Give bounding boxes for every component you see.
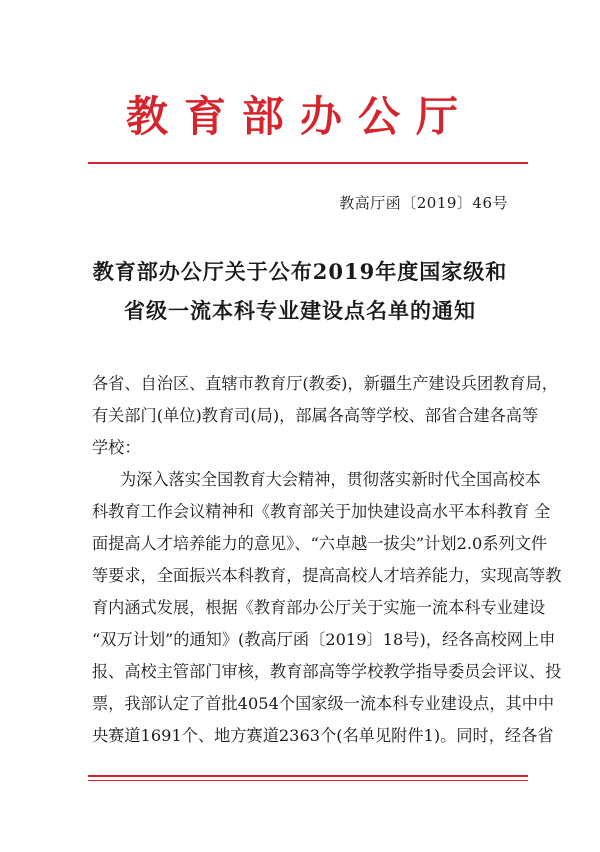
body-line-1: 为深入落实全国教育大会精神，贯彻落实新时代全国高校本 [120,470,541,489]
document-title-line-1: 教育部办公厅关于公布2019年度国家级和 [92,259,508,284]
body-line-4: 等要求，全面振兴本科教育，提高高校人才培养能力，实现高等教 [92,566,562,585]
body-line-6: “双万计划”的通知》(教高厅函〔2019〕18号)，经各高校网上申 [92,630,556,649]
body-line-2: 科教育工作会议精神和《教育部关于加快建设高水平本科教育 全 [92,502,551,521]
document-title-line-2: 省级一流本科专业建设点名单的通知 [124,298,476,323]
body-line-5: 育内涵式发展，根据《教育部办公厅关于实施一流本科专业建设 [92,598,546,617]
footer-red-rule-thin [88,780,528,781]
addressee-line-3: 学校： [92,438,141,457]
issuer-header [0,92,600,141]
addressee-line-1: 各省、自治区、直辖市教育厅(教委)，新疆生产建设兵团教育局， [92,374,558,393]
footer-red-rule-thick [88,775,528,777]
body-line-9: 央赛道1691个、地方赛道2363个(名单见附件1)。同时，经各省 [92,726,554,745]
addressee-line-2: 有关部门(单位)教育司(局)，部属各高等学校、部省合建各高等 [92,406,539,425]
document-number: 教高厅函〔2019〕46号 [339,194,508,212]
body-line-3: 面提高人才培养能力的意见》、“六卓越一拔尖”计划2.0系列文件 [92,534,548,553]
body-line-7: 报、高校主管部门审核，教育部高等学校教学指导委员会评议、投 [92,662,562,681]
body-line-8: 票，我部认定了首批4054个国家级一流本科专业建设点，其中中 [92,694,555,713]
issuer-name: 教育部办公厅 [125,92,474,141]
header-red-rule [88,162,528,164]
